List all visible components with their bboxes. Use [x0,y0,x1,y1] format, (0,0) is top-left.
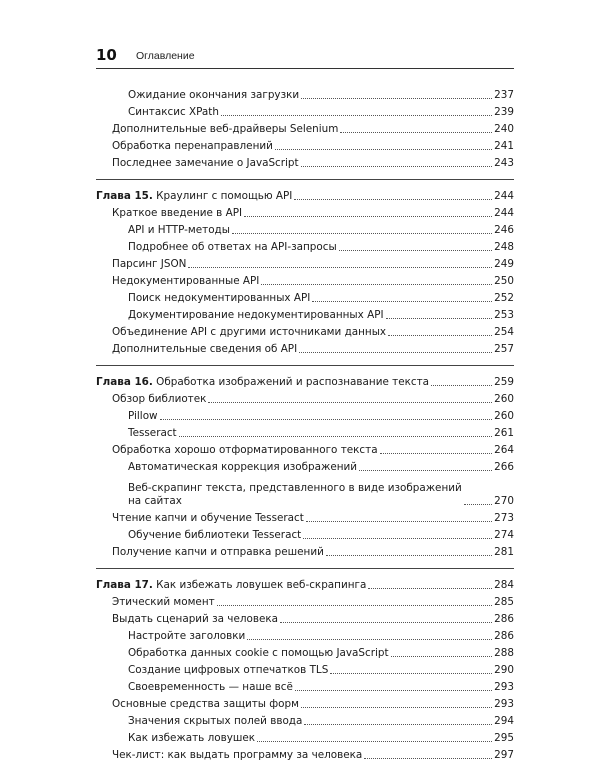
toc-entry-text: Краулинг с помощью API [156,190,293,202]
toc-page-number: 244 [494,207,514,219]
toc-entry-text: Обработка хорошо отформатированного текста [112,444,378,456]
toc-entry-title [128,630,245,643]
toc-entry-title [112,140,273,153]
toc-entry-title [128,292,310,305]
toc-entry[interactable] [96,102,514,119]
toc-entry-title [112,749,362,762]
toc-entry-title [112,512,304,525]
toc-entry-title [112,123,338,136]
dot-leader [391,656,493,657]
dot-leader [303,538,492,539]
toc-page-number: 290 [494,664,514,676]
toc-entry[interactable] [96,440,514,457]
toc-entry-title [96,579,366,592]
toc-page-number: 240 [494,123,514,135]
toc-page-number: 288 [494,647,514,659]
toc-entry-title [112,596,215,609]
toc-entry[interactable] [96,694,514,711]
toc-entry-text: Подробнее об ответах на API-запросы [128,241,337,253]
toc-entry-text: API и HTTP-методы [128,224,230,236]
toc-entry[interactable] [96,592,514,609]
toc-page-number: 260 [494,393,514,405]
toc-entry-text: Поиск недокументированных API [128,292,311,304]
toc-entry[interactable] [96,203,514,220]
toc-entry[interactable] [96,288,514,305]
dot-leader [299,352,492,353]
toc-entry-title [112,444,378,457]
toc-page-number: 295 [494,732,514,744]
toc-entry[interactable] [96,136,514,153]
toc-entry[interactable] [96,322,514,339]
toc-page-number: 293 [494,681,514,693]
toc-entry[interactable] [96,626,514,643]
toc-entry-text: Обзор библиотек [112,393,207,405]
toc-entry-title [128,106,219,119]
toc-entry-text: Краткое введение в API [112,207,243,219]
toc-chapter-entry[interactable] [96,575,514,592]
toc-entry[interactable] [96,119,514,136]
chapter-label: Глава 15. [96,190,153,202]
toc-entry-title [112,275,259,288]
toc-entry-text: Объединение API с другими источниками данных [112,326,387,338]
toc-entry-text: Как избежать ловушек [128,732,256,744]
chapter-label: Глава 17. [96,579,153,591]
dot-leader [340,132,492,133]
dot-leader [221,115,492,116]
dot-leader [244,216,492,217]
dot-leader [301,98,492,99]
toc-page-number: 297 [494,749,514,761]
toc-entry[interactable] [96,474,514,508]
toc-entry-title [128,647,389,660]
toc-entry-text: Обработка изображений и распознавание текста [156,376,430,388]
dot-leader [232,233,492,234]
toc-page-number: 259 [494,376,514,388]
toc-entry-title [128,309,384,322]
toc-entry-text: Автоматическая коррекция изображений [128,461,358,473]
toc-entry[interactable] [96,339,514,356]
toc-entry-title [96,376,429,389]
toc-entry-title [128,224,230,237]
toc-entry-title [96,190,292,203]
dot-leader [261,284,492,285]
toc-entry[interactable] [96,457,514,474]
toc-entry-title [112,343,297,356]
chapter-label: Глава 16. [96,376,153,388]
toc-entry-title [128,715,302,728]
toc-page-number: 270 [494,495,514,507]
toc-entry-text: Синтаксис XPath [128,106,219,118]
toc-entry-title-line1: Веб-скрапинг текста, представленного в виде изображений [128,482,462,494]
toc-page-number: 243 [494,157,514,169]
dot-leader [312,301,492,302]
toc-entry[interactable] [96,609,514,626]
dot-leader [295,690,492,691]
toc-entry-title [128,482,462,508]
running-title: Оглавление [136,50,195,62]
toc-page-number: 257 [494,343,514,355]
dot-leader [301,707,492,708]
dot-leader [294,199,492,200]
dot-leader [326,555,492,556]
toc-entry[interactable] [96,305,514,322]
toc-entry-title [112,613,278,626]
dot-leader [280,622,492,623]
toc-page-number: 274 [494,529,514,541]
toc-page-number: 286 [494,630,514,642]
dot-leader [431,385,492,386]
toc-entry[interactable] [96,85,514,102]
toc-entry[interactable] [96,423,514,440]
toc-entry-text: Парсинг JSON [112,258,187,270]
table-of-contents [96,85,514,762]
toc-page-number: 250 [494,275,514,287]
toc-entry-text: Значения скрытых полей ввода [128,715,303,727]
dot-leader [188,267,492,268]
toc-entry-text: Pillow [128,410,158,422]
page-header [96,44,514,69]
toc-entry[interactable] [96,728,514,745]
toc-page-number: 237 [494,89,514,101]
toc-entry[interactable] [96,542,514,559]
toc-chapter-entry[interactable] [96,372,514,389]
dot-leader [217,605,492,606]
page-number: 10 [96,46,117,64]
toc-entry-title [128,89,299,102]
toc-entry-title [128,461,357,474]
dot-leader [464,504,492,505]
toc-entry-title [128,241,337,254]
dot-leader [330,673,492,674]
toc-page-number: 241 [494,140,514,152]
toc-page-number: 249 [494,258,514,270]
dot-leader [388,335,492,336]
toc-entry-text: Обработка перенаправлений [112,140,273,152]
toc-entry[interactable] [96,643,514,660]
toc-entry-text: Обработка данных cookie с помощью JavaScript [128,647,389,659]
toc-entry-text: Создание цифровых отпечатков TLS [128,664,329,676]
toc-entry[interactable] [96,389,514,406]
toc-entry-title [128,732,255,745]
toc-chapter-entry[interactable] [96,186,514,203]
toc-entry-text: Этический момент [112,596,215,608]
toc-entry-title-line2: на сайтах [128,495,182,507]
toc-page-number: 253 [494,309,514,321]
toc-entry[interactable] [96,525,514,542]
toc-page-number: 285 [494,596,514,608]
toc-entry-text: Получение капчи и отправка решений [112,546,324,558]
toc-page-number: 260 [494,410,514,422]
dot-leader [359,470,492,471]
toc-page-number: 246 [494,224,514,236]
toc-entry[interactable] [96,660,514,677]
toc-page-number: 248 [494,241,514,253]
toc-entry-text: Недокументированные API [112,275,260,287]
dot-leader [304,724,492,725]
dot-leader [301,166,493,167]
toc-page-number: 261 [494,427,514,439]
toc-entry-title [112,698,299,711]
dot-leader [306,521,492,522]
toc-entry[interactable] [96,677,514,694]
toc-entry[interactable] [96,711,514,728]
toc-entry[interactable] [96,271,514,288]
toc-entry-text: Выдать сценарий за человека [112,613,278,625]
toc-entry-title [128,529,301,542]
dot-leader [247,639,492,640]
dot-leader [257,741,492,742]
toc-page-number: 239 [494,106,514,118]
toc-page-number: 252 [494,292,514,304]
section-divider [96,568,514,569]
dot-leader [386,318,493,319]
toc-entry-title [112,157,299,170]
toc-page-number: 281 [494,546,514,558]
toc-entry-title [112,258,186,271]
section-divider [96,365,514,366]
dot-leader [339,250,492,251]
toc-entry-title [128,681,293,694]
toc-entry[interactable] [96,237,514,254]
dot-leader [380,453,493,454]
toc-entry-title [112,393,206,406]
toc-entry-text: Как избежать ловушек веб-скрапинга [156,579,367,591]
toc-entry[interactable] [96,220,514,237]
dot-leader [160,419,493,420]
toc-page-number: 266 [494,461,514,473]
toc-entry[interactable] [96,745,514,762]
toc-entry[interactable] [96,153,514,170]
toc-page-number: 244 [494,190,514,202]
toc-entry-text: Последнее замечание о JavaScript [112,157,299,169]
toc-entry-text: Основные средства защиты форм [112,698,299,710]
toc-entry-text: Дополнительные веб-драйверы Selenium [112,123,339,135]
toc-entry-text: Дополнительные сведения об API [112,343,298,355]
section-divider [96,179,514,180]
toc-entry-text: Документирование недокументированных API [128,309,384,321]
dot-leader [179,436,493,437]
toc-page-number: 273 [494,512,514,524]
dot-leader [208,402,492,403]
toc-entry[interactable] [96,406,514,423]
toc-page-number: 284 [494,579,514,591]
toc-entry-title [112,326,386,339]
dot-leader [275,149,492,150]
toc-entry-title [112,207,242,220]
toc-page-number: 293 [494,698,514,710]
toc-entry-title [128,410,158,423]
toc-entry-title [128,664,328,677]
toc-entry-text: Чтение капчи и обучение Tesseract [112,512,304,524]
toc-page-number: 254 [494,326,514,338]
toc-entry-title [112,546,324,559]
toc-entry-text: Своевременность — наше всё [128,681,293,693]
dot-leader [368,588,492,589]
toc-entry-text: Tesseract [128,427,177,439]
toc-entry-title [128,427,177,440]
dot-leader [364,758,492,759]
toc-page-number: 294 [494,715,514,727]
toc-entry-text: Ожидание окончания загрузки [128,89,300,101]
toc-entry-text: Обучение библиотеки Tesseract [128,529,302,541]
toc-page-number: 264 [494,444,514,456]
toc-entry[interactable] [96,508,514,525]
toc-page-number: 286 [494,613,514,625]
toc-entry-text: Настройте заголовки [128,630,246,642]
toc-entry-text: Чек-лист: как выдать программу за человека [112,749,363,761]
toc-entry[interactable] [96,254,514,271]
